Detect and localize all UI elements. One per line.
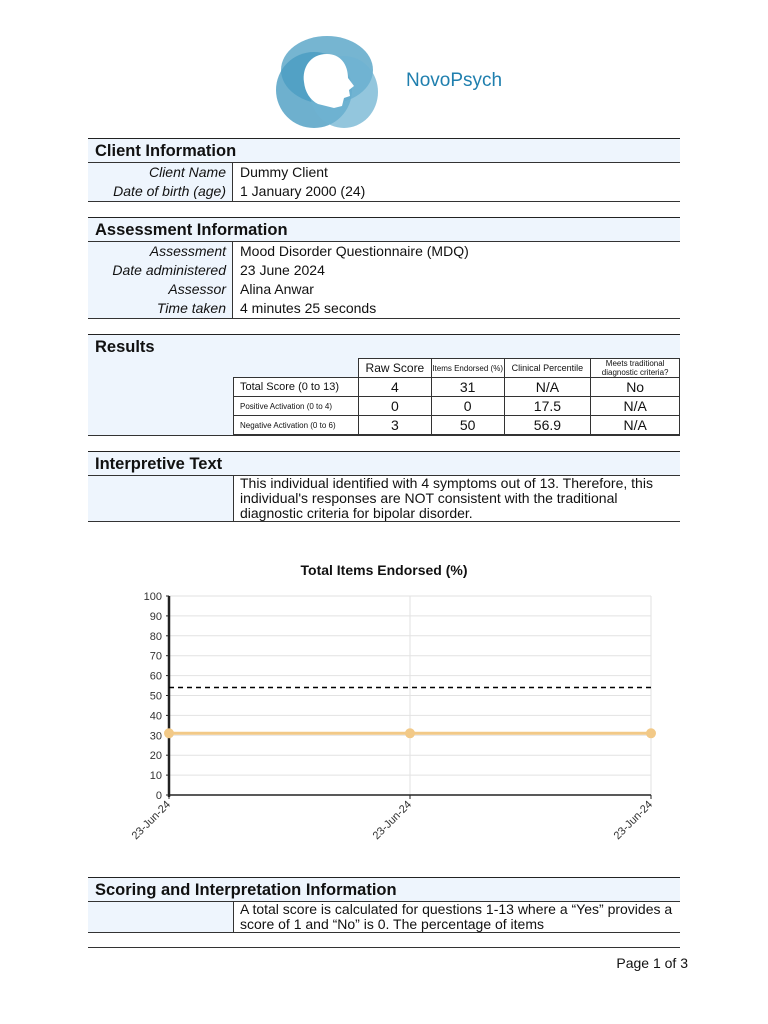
field-label: Assessment <box>88 242 232 261</box>
svg-text:23-Jun-24: 23-Jun-24 <box>129 798 174 843</box>
table-row <box>234 397 680 416</box>
field-label: Date of birth (age) <box>88 182 232 201</box>
novopsych-logo <box>272 34 382 130</box>
row-label: Positive Activation (0 to 4) <box>234 397 359 416</box>
results-table <box>233 358 680 435</box>
meets-criteria: No <box>591 378 680 397</box>
interpretive-text-body: This individual identified with 4 symptoms out of 13. Therefore, this individual's responses are NOT consistent with the traditional diagnostic criteria for bipolar disorder. <box>233 476 680 521</box>
svg-text:80: 80 <box>149 630 162 643</box>
svg-text:50: 50 <box>149 690 162 703</box>
field-label: Assessor <box>88 280 232 299</box>
client-name-row <box>88 163 680 182</box>
assessment-row <box>88 242 680 261</box>
items-endorsed: 31 <box>431 378 504 397</box>
results-header-row <box>234 359 680 378</box>
svg-text:60: 60 <box>149 670 162 683</box>
raw-score: 3 <box>359 416 432 435</box>
svg-text:40: 40 <box>149 710 162 723</box>
field-value: 4 minutes 25 seconds <box>232 299 680 318</box>
page-number: Page 1 of 3 <box>616 955 688 971</box>
svg-text:30: 30 <box>149 730 162 743</box>
section-title: Results <box>88 335 680 358</box>
time-taken-row <box>88 299 680 318</box>
raw-score: 0 <box>359 397 432 416</box>
scoring-text-body: A total score is calculated for questions 1-13 where a “Yes” provides a score of 1 and “No” is 0. The percentage of items <box>233 902 680 932</box>
client-information-section <box>88 138 680 202</box>
clinical-percentile: 56.9 <box>504 416 591 435</box>
col-clinical-percentile: Clinical Percentile <box>504 359 591 378</box>
results-section <box>88 334 680 436</box>
assessor-row <box>88 280 680 299</box>
items-endorsed: 50 <box>431 416 504 435</box>
line-chart <box>100 585 680 860</box>
field-label: Time taken <box>88 299 232 318</box>
svg-text:10: 10 <box>149 770 162 783</box>
field-value: 23 June 2024 <box>232 261 680 280</box>
head-profile-icon <box>272 34 382 130</box>
svg-text:23-Jun-24: 23-Jun-24 <box>370 798 415 843</box>
svg-text:23-Jun-24: 23-Jun-24 <box>611 798 656 843</box>
field-label: Client Name <box>88 163 232 182</box>
footer-divider <box>88 947 680 948</box>
section-title: Scoring and Interpretation Information <box>88 878 680 901</box>
svg-text:70: 70 <box>149 650 162 663</box>
svg-text:0: 0 <box>155 790 162 802</box>
scoring-information-section <box>88 877 680 933</box>
section-title: Assessment Information <box>88 218 680 241</box>
col-meets-criteria: Meets traditional diagnostic criteria? <box>591 359 680 378</box>
section-title: Interpretive Text <box>88 452 680 475</box>
svg-text:100: 100 <box>143 591 162 603</box>
dob-row <box>88 182 680 201</box>
date-administered-row <box>88 261 680 280</box>
raw-score: 4 <box>359 378 432 397</box>
field-value: 1 January 2000 (24) <box>232 182 680 201</box>
field-value: Mood Disorder Questionnaire (MDQ) <box>232 242 680 261</box>
row-label: Total Score (0 to 13) <box>234 378 359 397</box>
clinical-percentile: N/A <box>504 378 591 397</box>
meets-criteria: N/A <box>591 416 680 435</box>
interpretive-text-section <box>88 451 680 522</box>
section-title: Client Information <box>88 139 680 162</box>
col-items-endorsed: Items Endorsed (%) <box>431 359 504 378</box>
items-endorsed: 0 <box>431 397 504 416</box>
svg-text:90: 90 <box>149 610 162 623</box>
table-row <box>234 416 680 435</box>
col-raw-score: Raw Score <box>359 359 432 378</box>
meets-criteria: N/A <box>591 397 680 416</box>
clinical-percentile: 17.5 <box>504 397 591 416</box>
assessment-information-section <box>88 217 680 319</box>
brand-name: NovoPsych <box>406 70 503 91</box>
field-value: Alina Anwar <box>232 280 680 299</box>
field-value: Dummy Client <box>232 163 680 182</box>
field-label: Date administered <box>88 261 232 280</box>
row-label: Negative Activation (0 to 6) <box>234 416 359 435</box>
chart-canvas <box>100 585 680 855</box>
table-row <box>234 378 680 397</box>
svg-text:20: 20 <box>149 750 162 763</box>
chart-title: Total Items Endorsed (%) <box>300 562 468 578</box>
